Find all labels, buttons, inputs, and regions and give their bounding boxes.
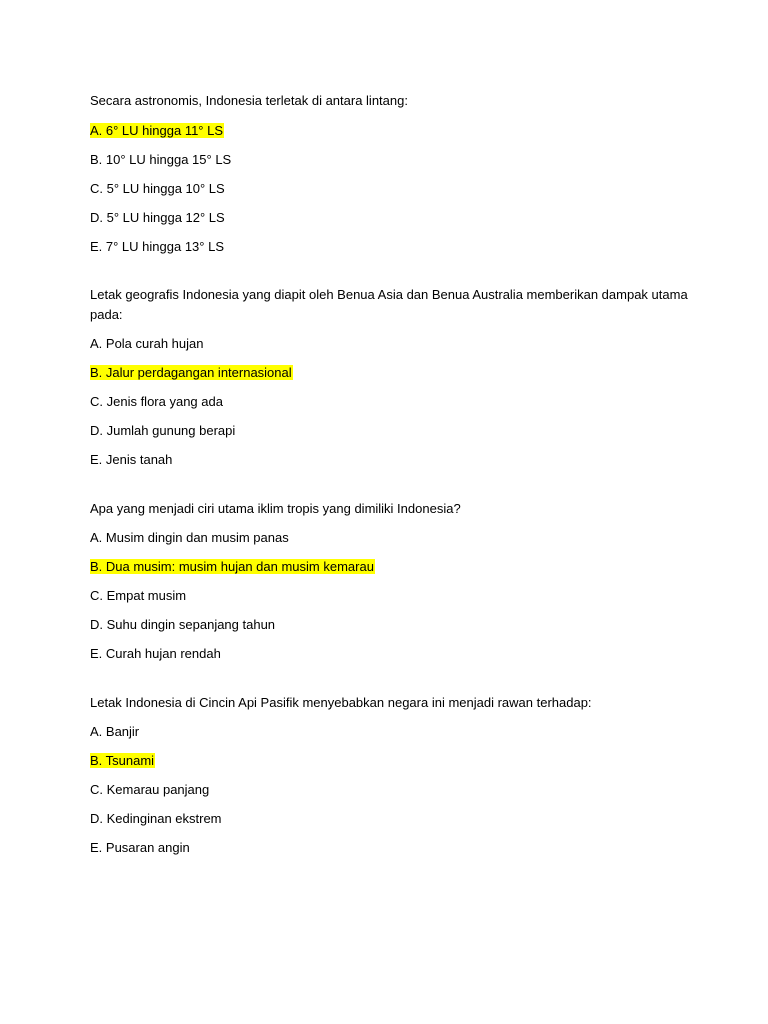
option-d (90, 421, 690, 441)
option-label: E. Jenis tanah (90, 452, 173, 467)
option-b (90, 150, 690, 170)
question-1 (90, 91, 690, 256)
question-text: Letak geografis Indonesia yang diapit oleh Benua Asia dan Benua Australia memberikan dampak utama pada: (90, 287, 688, 322)
option-a (90, 121, 690, 141)
option-label: C. Empat musim (90, 588, 187, 603)
option-c (90, 586, 690, 606)
option-label: A. Pola curah hujan (90, 336, 204, 351)
option-a (90, 334, 690, 354)
option-label: E. Pusaran angin (90, 840, 190, 855)
option-b (90, 751, 690, 771)
option-e (90, 838, 690, 858)
option-label: D. Jumlah gunung berapi (90, 423, 236, 438)
question-text: Secara astronomis, Indonesia terletak di antara lintang: (90, 93, 408, 108)
option-label: B. Jalur perdagangan internasional (90, 365, 292, 380)
option-label: A. Musim dingin dan musim panas (90, 530, 289, 545)
option-a (90, 528, 690, 548)
option-d (90, 809, 690, 829)
option-e (90, 237, 690, 257)
option-b (90, 363, 690, 383)
option-label: D. Kedinginan ekstrem (90, 811, 222, 826)
option-a (90, 722, 690, 742)
option-label: B. Dua musim: musim hujan dan musim kemarau (90, 559, 374, 574)
option-label: C. 5° LU hingga 10° LS (90, 180, 225, 196)
option-c (90, 179, 690, 199)
option-c (90, 780, 690, 800)
option-e (90, 644, 690, 664)
question-text: Apa yang menjadi ciri utama iklim tropis yang dimiliki Indonesia? (90, 500, 461, 516)
document-page (90, 91, 690, 867)
option-label: A. 6° LU hingga 11° LS (90, 122, 224, 138)
question-2 (90, 285, 690, 470)
question-text: Letak Indonesia di Cincin Api Pasifik menyebabkan negara ini menjadi rawan terhadap: (90, 694, 592, 710)
option-e (90, 450, 690, 470)
option-label: C. Jenis flora yang ada (90, 394, 223, 409)
option-label: E. Curah hujan rendah (90, 646, 221, 661)
option-label: B. 10° LU hingga 15° LS (90, 151, 232, 167)
question-3 (90, 499, 690, 664)
option-b (90, 557, 690, 577)
option-label: D. Suhu dingin sepanjang tahun (90, 617, 276, 632)
option-label: A. Banjir (90, 724, 140, 739)
option-label: C. Kemarau panjang (90, 782, 210, 797)
option-c (90, 392, 690, 412)
option-d (90, 615, 690, 635)
question-4 (90, 693, 690, 858)
option-label: E. 7° LU hingga 13° LS (90, 238, 224, 254)
option-label: B. Tsunami (90, 753, 155, 768)
option-d (90, 208, 690, 228)
option-label: D. 5° LU hingga 12° LS (90, 209, 225, 225)
